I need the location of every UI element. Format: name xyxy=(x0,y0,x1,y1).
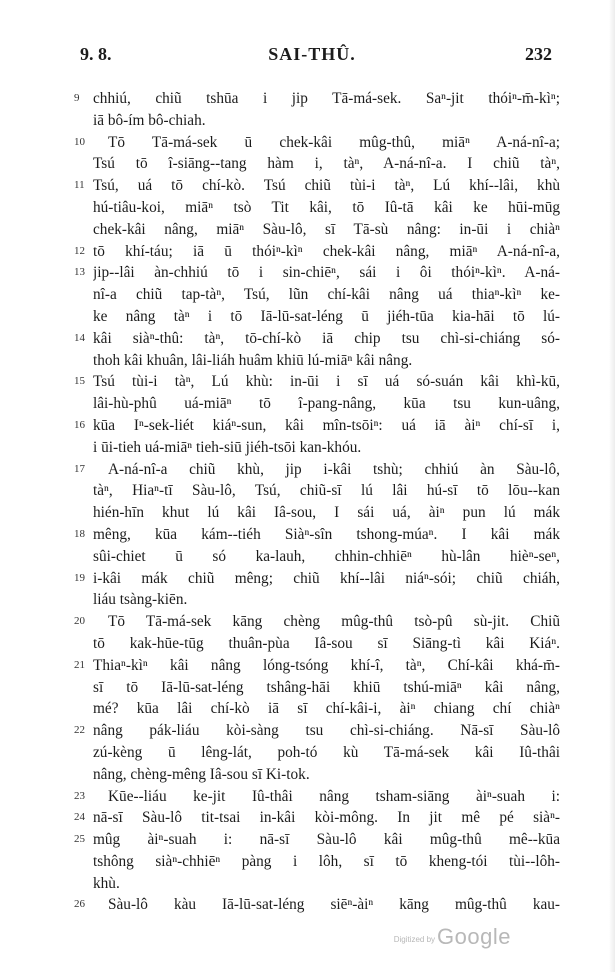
verse-number: 25 xyxy=(74,833,85,846)
line-text: kâi siàⁿ-thû: tàⁿ, tō-chí-kò iā chip tsu chì-si-chiáng só- xyxy=(93,329,560,347)
line-text: Kūe--liáu ke-jit Iû-thâi nâng tsham-siāng àiⁿ-suah i: xyxy=(108,787,560,805)
line-text: Sàu-lô kàu Iā-lū-sat-léng siēⁿ-àiⁿ kāng mûg-thû kau- xyxy=(108,896,560,914)
verse-number: 15 xyxy=(74,375,85,388)
text-line xyxy=(0,328,615,350)
line-text: nâng pák-liáu kòi-sàng tsu chì-si-chiáng. Nā-sī Sàu-lô xyxy=(93,722,560,740)
line-text: nâng, chèng-mêng Iâ-sou sī Ki-tok. xyxy=(93,765,310,783)
page-number: 232 xyxy=(525,44,552,64)
line-text: sī tō Iā-lū-sat-léng tshâng-hāi khiū tshú-miāⁿ kâi nâng, xyxy=(93,678,560,696)
line-text: nā-sī Sàu-lô tit-tsai in-kâi kòi-mông. In jit mê pé siàⁿ- xyxy=(93,809,560,827)
page-header xyxy=(72,44,552,66)
text-line xyxy=(0,524,615,546)
verse-number: 23 xyxy=(74,789,85,802)
text-line xyxy=(0,611,615,633)
line-text: Tsú tùi-i tàⁿ, Lú khù: in-ūi i sī uá só-suán kâi khì-kū, xyxy=(93,373,560,391)
text-line xyxy=(0,371,615,393)
text-line xyxy=(0,415,615,437)
text-line xyxy=(0,262,615,284)
line-text: mé? kūa lâi chí-kò iā sī chí-kâi-i, àiⁿ chiang chí chiàⁿ xyxy=(93,700,560,718)
text-line xyxy=(0,742,615,764)
text-line xyxy=(0,677,615,699)
line-text: thoh kâi khuân, lâi-liáh huâm khiū lú-miāⁿ kâi nâng. xyxy=(93,351,413,369)
chapter-verse-ref: 9. 8. xyxy=(80,44,112,64)
verse-number: 17 xyxy=(74,462,85,475)
line-text: Tsú, uá tō chí-kò. Tsú chiũ tùi-i tàⁿ, Lú khí--lâi, khù xyxy=(93,177,560,195)
line-text: sûi-chiet ū só ka-lauh, chhin-chhiēⁿ hù-lân hièⁿ-seⁿ, xyxy=(93,547,560,565)
verse-number: 13 xyxy=(74,266,85,279)
text-line xyxy=(0,786,615,808)
line-text: kūa Iⁿ-sek-liét kiáⁿ-sun, kâi mîn-tsōiⁿ: uá iā àiⁿ chí-sī i, xyxy=(93,416,560,434)
digitized-watermark xyxy=(394,924,511,950)
line-text: jip--lâi àn-chhiú tō i sin-chiēⁿ, sái i ôi thóiⁿ-kìⁿ. A-ná- xyxy=(93,264,560,282)
line-text: mêng, kūa kám--tiéh Siàⁿ-sîn tshong-múaⁿ. I kâi mák xyxy=(93,525,560,543)
line-text: Tō Tā-má-sek ū chek-kâi mûg-thû, miāⁿ A-ná-nî-a; xyxy=(108,133,560,151)
page-edge-shadow xyxy=(609,0,615,972)
verse-number: 10 xyxy=(74,135,85,148)
text-line xyxy=(0,698,615,720)
line-text: liáu tsàng-kiēn. xyxy=(93,591,188,609)
text-line xyxy=(0,241,615,263)
verse-number: 18 xyxy=(74,527,85,540)
verse-number: 11 xyxy=(74,179,85,192)
text-line xyxy=(0,764,615,786)
line-text: iā bô-ím bô-chiah. xyxy=(93,111,206,129)
text-line xyxy=(0,110,615,132)
verse-number: 19 xyxy=(74,571,85,584)
line-text: A-ná-nî-a chiũ khù, jip i-kâi tshù; chhiú àn Sàu-lô, xyxy=(108,460,560,478)
verse-number: 16 xyxy=(74,418,85,431)
text-line xyxy=(0,88,615,110)
text-line xyxy=(0,393,615,415)
line-text: ke nâng tàⁿ i tō Iā-lū-sat-léng ū jiéh-tūa kia-hāi tō lú- xyxy=(93,307,560,325)
line-text: nî-a chiũ tap-tàⁿ, Tsú, lũn chí-kâi nâng uá thiaⁿ-kìⁿ ke- xyxy=(93,286,560,304)
text-line xyxy=(0,589,615,611)
watermark-prefix: Digitized by xyxy=(393,935,436,944)
book-title: SAI-THÛ. xyxy=(268,44,356,64)
text-line xyxy=(0,437,615,459)
line-text: Tsú tō î-siāng--tang hàm i, tàⁿ, A-ná-nî-a. I chiũ tàⁿ, xyxy=(93,155,560,173)
verse-number: 21 xyxy=(74,658,85,671)
text-line xyxy=(0,720,615,742)
text-line xyxy=(0,633,615,655)
line-text: tō khí-táu; iā ū thóiⁿ-kìⁿ chek-kâi nâng, miāⁿ A-ná-nî-a, xyxy=(93,242,560,260)
line-text: Thiaⁿ-kìⁿ kâi nâng lóng-tsóng khí-î, tàⁿ, Chí-kâi khá-m̄- xyxy=(93,656,560,674)
text-line xyxy=(0,175,615,197)
verse-number: 24 xyxy=(74,811,85,824)
text-line xyxy=(0,132,615,154)
text-line xyxy=(0,807,615,829)
verse-number: 12 xyxy=(74,244,85,257)
line-text: tàⁿ, Hiaⁿ-tī Sàu-lô, Tsú, chiũ-sī lú lâi hú-sī tō lōu--kan xyxy=(93,482,560,500)
text-line xyxy=(0,655,615,677)
page-body xyxy=(0,88,615,916)
text-line xyxy=(0,153,615,175)
line-text: hién-hīn khut lú kâi Iâ-sou, I sái uá, àiⁿ pun lú mák xyxy=(93,504,560,522)
line-text: i ūi-tieh uá-miāⁿ tieh-siū jiéh-tsōi kan-khóu. xyxy=(93,438,362,456)
verse-number: 9 xyxy=(74,92,80,104)
line-text: Tō Tā-má-sek kāng chèng mûg-thû tsò-pû sù-jit. Chiũ xyxy=(108,613,560,631)
verse-number: 20 xyxy=(74,615,85,628)
text-line xyxy=(0,284,615,306)
google-logo: Google xyxy=(437,924,511,949)
line-text: hú-tiâu-koi, miāⁿ tsò Tit kâi, tō Iû-tā kâi ke hūi-mūg xyxy=(93,198,560,216)
text-line xyxy=(0,197,615,219)
text-line xyxy=(0,480,615,502)
line-text: chek-kâi nâng, miāⁿ Sàu-lô, sī Tā-sù nâng: in-ūi i chiàⁿ xyxy=(93,220,560,238)
line-text: tō kak-hūe-tūg thuân-pùa Iâ-sou sī Siāng-tì kâi Kiáⁿ. xyxy=(93,634,560,652)
text-line xyxy=(0,219,615,241)
text-line xyxy=(0,350,615,372)
text-line xyxy=(0,546,615,568)
verse-number: 26 xyxy=(74,898,85,911)
text-line xyxy=(0,894,615,916)
line-text: chhiú, chiũ tshūa i jip Tā-má-sek. Saⁿ-jit thóiⁿ-m̄-kìⁿ; xyxy=(93,90,560,107)
verse-number: 14 xyxy=(74,331,85,344)
line-text: khù. xyxy=(93,874,120,892)
text-line xyxy=(0,829,615,851)
text-line xyxy=(0,502,615,524)
line-text: zú-kèng ū lêng-lát, poh-tó kù Tā-má-sek kâi Iû-thâi xyxy=(93,743,560,761)
text-line xyxy=(0,306,615,328)
verse-number: 22 xyxy=(74,724,85,737)
line-text: tshông siàⁿ-chhiēⁿ pàng i lôh, sī tō kheng-tói tùi--lôh- xyxy=(93,852,560,870)
text-line xyxy=(0,459,615,481)
line-text: mûg àiⁿ-suah i: nā-sī Sàu-lô kâi mûg-thû mê--kūa xyxy=(93,831,560,849)
text-line xyxy=(0,873,615,895)
text-line xyxy=(0,568,615,590)
line-text: i-kâi mák chiũ mêng; chiũ khí--lâi niáⁿ-sói; chiũ chiáh, xyxy=(93,569,560,587)
line-text: lâi-hù-phû uá-miāⁿ tō î-pang-nâng, kūa tsu kun-uâng, xyxy=(93,395,560,413)
text-line xyxy=(0,851,615,873)
